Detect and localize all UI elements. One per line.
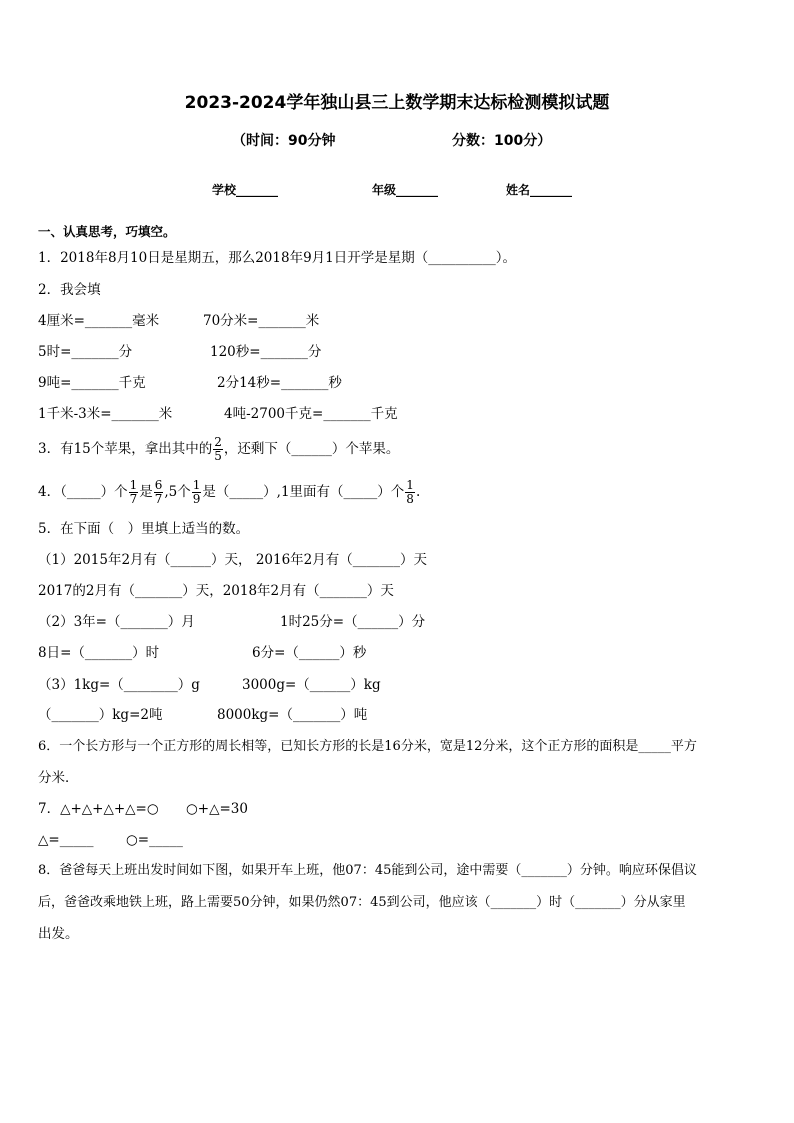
q2-item: 120秒=_______分 [210, 344, 322, 360]
fraction-6-7: $\frac{6}{7}$ [154, 478, 163, 506]
fraction-2-5: $\frac{2}{5}$ [214, 435, 222, 463]
question-1: 1．2018年8月10日是星期五，那么2018年9月1日开学是星期（__________）。 [38, 250, 516, 266]
q2-item: 9吨=_______千克 [38, 375, 146, 391]
question-4: 4．（_____）个 $\frac{1}{7}$ 是 $\frac{6}{7}$ ,5个 $\frac{1}{9}$ 是（_____）,1里面有（_____）个 $\frac{1}{8}$ . [38, 478, 421, 506]
q5-line: 6分=（______）秒 [252, 645, 367, 661]
fraction-1-7: $\frac{1}{7}$ [129, 478, 138, 506]
q5-line: 8日=（_______）时 [38, 645, 160, 661]
q5-line: 3000g=（______）kg [242, 677, 381, 693]
question-5-title: 5．在下面（ ）里填上适当的数。 [38, 521, 250, 537]
q2-item: 4吨-2700千克=_______千克 [224, 406, 398, 422]
question-3: 3．有15个苹果，拿出其中的 $\frac{2}{5}$ ，还剩下（______）个苹果。 [38, 435, 400, 463]
q5-line: 1时25分=（______）分 [280, 614, 426, 630]
q2-item: 70分米=_______米 [203, 313, 320, 329]
school-field: 学校_______ [212, 183, 279, 197]
fraction-1-9: $\frac{1}{9}$ [192, 478, 201, 506]
q5-line: （1）2015年2月有（______）天， 2016年2月有（_______）天 [38, 552, 428, 568]
question-7: ○=_____ [126, 832, 183, 848]
q2-item: 2分14秒=_______秒 [217, 375, 342, 391]
question-2-title: 2．我会填 [38, 282, 101, 298]
name-field: 姓名_______ [506, 183, 573, 197]
question-8-cont: 出发。 [38, 926, 79, 942]
grade-field: 年级_______ [372, 183, 439, 197]
question-7: △=_____ [38, 832, 94, 848]
question-8: 8．爸爸每天上班出发时间如下图，如果开车上班，他07：45能到公司，途中需要（_______）分钟。响应环保倡议 [38, 863, 697, 878]
exam-score: 分数：100分） [452, 133, 552, 149]
q2-item: 5时=_______分 [38, 344, 133, 360]
q2-item: 4厘米=_______毫米 [38, 313, 160, 329]
q5-line: （2）3年=（_______）月 [38, 614, 195, 630]
question-8-cont: 后，爸爸改乘地铁上班，路上需要50分钟，如果仍然07：45到公司，他应该（_______）时（_______）分从家里 [38, 895, 686, 910]
fraction-1-8: $\frac{1}{8}$ [406, 478, 414, 506]
question-7: 7．△+△+△+△=○ [38, 801, 159, 817]
exam-title: 2023-2024学年独山县三上数学期末达标检测模拟试题 [184, 93, 610, 113]
exam-time: （时间：90分钟 [232, 133, 336, 149]
section-title: 一、认真思考，巧填空。 [38, 224, 176, 239]
question-7: ○+△=30 [186, 801, 248, 817]
q5-line: （3）1kg=（________）g [38, 677, 200, 693]
q2-item: 1千米-3米=_______米 [38, 406, 173, 422]
question-6-cont: 分米． [38, 770, 79, 786]
q5-line: 2017的2月有（_______）天，2018年2月有（_______）天 [38, 583, 394, 599]
question-6: 6．一个长方形与一个正方形的周长相等，已知长方形的长是16分米，宽是12分米，这个正方形的面积是_____平方 [38, 739, 697, 754]
q5-line: （_______）kg=2吨 [38, 707, 163, 723]
q5-line: 8000kg=（_______）吨 [217, 707, 368, 723]
